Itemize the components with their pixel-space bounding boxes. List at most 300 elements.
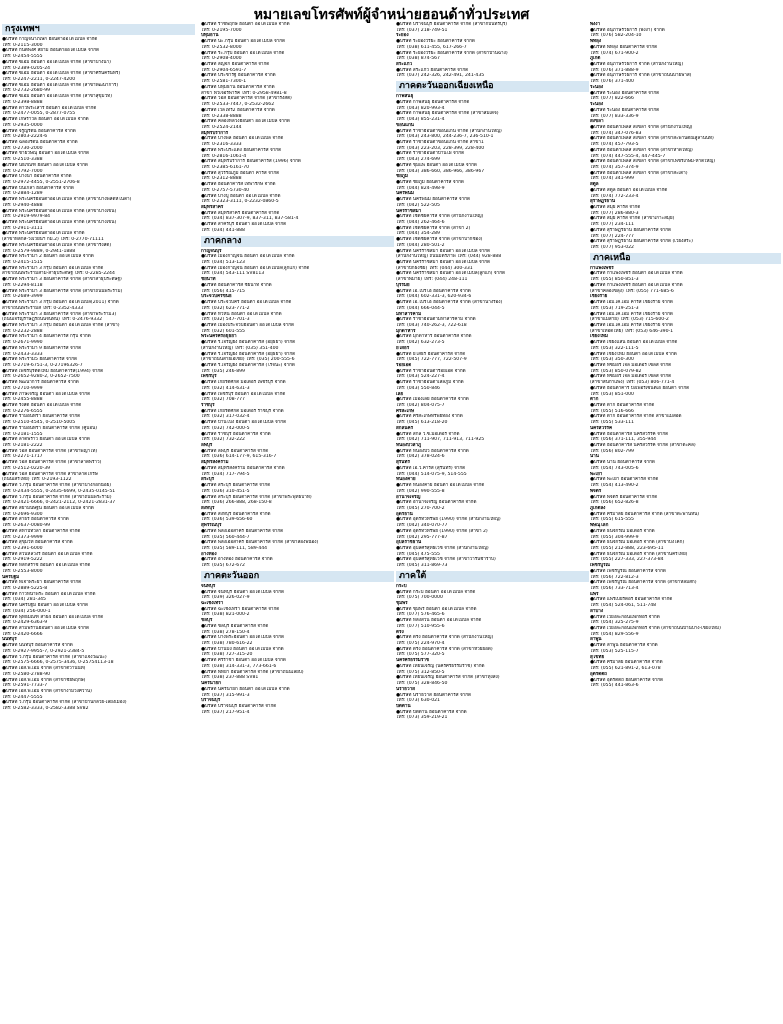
dealer-name: ●บริษัท กันต์พงศ์ สยาม ฮอนด้าออโตโมบิล จำกัด [2, 48, 99, 54]
dealer-phone: โทร: (037) 217-951-4 [201, 709, 250, 715]
province-label: สตูล [590, 182, 599, 188]
province-label: พะเยา [590, 471, 603, 477]
dealer-name: ●บริษัท อนุภาษร์วิธการ (พังงา) จำกัด [590, 27, 665, 33]
dealer-phone: โทร: 0-2477-0055, 0-2877-0755 [2, 111, 76, 117]
province-label: นราธิวาส [396, 686, 415, 692]
dealer-phone: โทร: (044) 824-498-9 [396, 185, 445, 191]
dealer-phone: โทร: (043) 550-846 [396, 385, 440, 391]
dealer-phone: โทร: 0-2115-3000 [2, 42, 43, 48]
dealer-phone: โทร: (077) 833-336-9 [590, 113, 639, 119]
dealer-phone: โทร: (042) 990-555-8 [396, 488, 445, 494]
dealer-name: ●บริษัท เอส.พี.เอ็ม จำกัด (สาขาติวานนท์) [2, 666, 86, 672]
dealer-phone: โทร: 0-2533-7447, 0-2532-2662 [201, 102, 275, 108]
dealer-name: ●บริษัท หนองคาย ฮอนด้า ออโตโมบิล จำกัด [396, 483, 485, 489]
province-label: นครศรีธรรมราช [396, 658, 429, 664]
dealer-name: ●บริษัท อุดรทวีทรัพย์ (1990) จำกัด (สาขา 2) [396, 528, 488, 534]
dealer-name: ●บริษัท ซีเอ็ม ฮอนด้า ออโตโมบิล จำกัด (สาขาพัฒนาการ) [2, 82, 119, 88]
dealer-name: ●บริษัท นครพนม ฮอนด้าคาร์ส์ จำกัด [396, 197, 470, 203]
dealer-name: ●บริษัท เมืองประจวบฮอนด้า ออโตโมบิล จำกัด [201, 322, 294, 328]
dealer-phone: โทร: (074) 772-233-4 [590, 193, 639, 199]
province-label: สิงห์บุรี [201, 505, 215, 511]
dealer-phone: โทร: (043) 274-699 [396, 157, 440, 163]
dealer-phone: โทร: 0-2884-1289 [2, 191, 43, 197]
province-label: ภูเก็ต [590, 56, 601, 62]
dealer-phone: โทร: 0-2940-4888 [2, 202, 43, 208]
dealer-name: ●บริษัท เอ.วี.คาร์ส์ (สุรินทร์) จำกัด [396, 465, 466, 471]
dealer-name: ●บริษัท สาธร ฮอนด้าคาร์ส์ จำกัด [2, 517, 69, 523]
province-label: พังงา [590, 22, 601, 27]
dealer-name: ●บริษัท นนทบุรี ฮอนด้าคาร์ส์ จำกัด [2, 643, 73, 649]
dealer-phone: โทร: (056) 722-812-3 [590, 574, 639, 580]
dealer-phone: โทร: (053) 525-115-7 [590, 648, 639, 654]
province-label: ร้อยเอ็ด [396, 362, 412, 368]
region-header: ภาคตะวันออกเฉียงเหนือ [396, 81, 589, 92]
dealer-name: ●บริษัท สุราษฎร์ธานี ฮอนด้าคาร์ส์ จำกัด (เวียงสระ) [590, 239, 693, 245]
dealer-phone: โทร: 0-2911-3111 [2, 225, 43, 231]
dealer-name: ●บริษัท คลองหลวงฮอนด้า ออโตโมบิล จำกัด [201, 119, 290, 125]
dealer-phone: โทร: 0-2247-2211, 0-2247-4200 [2, 77, 76, 83]
dealer-phone: โทร: (042) 340-070-77 [396, 523, 448, 529]
dealer-name: ●บริษัท เพชรบุรีตัดใหม่ ฮอนด้าคาร์ส์(1994) จำกัด [2, 368, 104, 374]
dealer-name: ●บริษัท นครปฐม ฮอนด้า ออโตโมบิล จำกัด [2, 603, 88, 609]
dealer-name: ●บริษัท ฮอนด้าคาร์ ปิงเพอร์เซ่นติเอ ฮอนด้า จำกัด [590, 385, 690, 391]
dealer-phone: โทร: (074) 447-555-4, 447-445-7 [590, 153, 666, 159]
dealer-phone: โทร: (077) 224-777 [590, 233, 634, 239]
dealer-phone: โทร: 0-2429-6363-9 [2, 620, 48, 626]
province-label: แพร่ [590, 591, 599, 597]
dealer-phone: โทร: 0-2373-9999 [2, 534, 43, 540]
province-label: กระบี่ [396, 583, 407, 589]
dealer-name: ●บริษัท พะเยา ฮอนด้าคาร์ส์ จำกัด [590, 477, 659, 483]
dealer-phone: โทร: (056) 733-713-4 [590, 586, 639, 591]
dealer-phone: โทร: 0-2447-5555 [2, 694, 43, 700]
dealer-name: ●บริษัท พระนครฮอนด้าออโตโมบิล จำกัด (สาขาบางเขน) [2, 208, 117, 214]
province-label: ปทุมธานี [201, 33, 219, 39]
dealer-name: ●บริษัท สมุย คาร์ส จำกัด (สาขาเกาะสมุย) [590, 216, 675, 222]
dealer-phone: โทร: (035) 560-444-7 [201, 534, 250, 540]
dealer-name: ●บริษัท ราชาฮอนด้ามหาสารคาม จำกัด [396, 317, 476, 323]
dealer-phone: โทร: 0-2792-7000 [2, 168, 43, 174]
dealer-phone: โทร: 0-2803-2224-6 [2, 134, 48, 140]
dealer-phone: โทร: 0-2689-3999 [2, 294, 43, 300]
province-label: ประจวบคีรีขันธ์ [201, 294, 232, 300]
dealer-phone: โทร: 0-2532-8000 [201, 44, 242, 50]
dealer-phone: โทร: (038) 780-616-22 [201, 641, 253, 647]
province-label: หนองบัวลำภู [396, 443, 422, 449]
dealer-phone: โทร: 0-2581-7300-1 [201, 79, 247, 85]
dealer-name: ●บริษัท มุกดาหาร ฮอนด้าคาร์ส์ จำกัด [396, 334, 472, 340]
dealer-phone: สาขาถนนพระรามสี่ โทร: 0-2352-4333 [2, 305, 84, 311]
dealer-name: ●บริษัท เชิดชัยคาร์ส์ จำกัด (สำนักงานใหญ่) [396, 214, 484, 220]
dealer-name: ●บริษัท บางนา ฮอนด้าคาร์ส์ จำกัด [2, 174, 72, 180]
dealer-phone: สาขา ฟิวเจอร์พาร์ค โทร: 0-2958-4981-8 [201, 90, 287, 96]
dealer-name: ●บริษัท พระรามา 3 กรุ๊ป ฮอนด้า ออโตโมบิล(2011) จำกัด [2, 300, 119, 306]
province-label: มุกดาหาร [396, 328, 416, 334]
region-header: กรุงเทพฯ [2, 24, 195, 35]
dealer-name: ●บริษัท เชียงใหม่ ฮอนด้า ออโตโมบิล จำกัด [590, 351, 677, 357]
dealer-name: ●บริษัท พระรามา 3 กรุ๊ป ฮอนด้า ออโตโมบิล จำกัด (สาขา) [2, 322, 120, 328]
province-label: พิจิตร [590, 488, 602, 494]
dealer-phone: โทร: (032) 414-631-3 [201, 385, 250, 391]
dealer-name: ●บริษัท เชิดชัยคาร์ส์ จำกัด (สาขาปากช่อง) [396, 237, 483, 243]
dealer-phone: โทร: (045) 475-555 [396, 551, 440, 557]
dealer-phone: โทร: (042) 804-075-7 [396, 403, 445, 408]
dealer-name: ●บริษัท ฮอนด้าเพลส สงขลา จำกัด (สาขาสะเดา) [590, 170, 688, 176]
dealer-phone: โทร: 0-2276-6555 [2, 408, 43, 414]
dealer-phone: โทร: (056) 371-111, 355-944 [590, 437, 657, 443]
dealer-name: ●บริษัท ซีเอ็ม ฮอนด้า ออโตโมบิล จำกัด (สาขาบางนา) [2, 59, 111, 65]
dealer-phone: โทร: (036) 614-177-9, 615-316-7 [201, 454, 277, 460]
dealer-phone: โทร: (034) 837-307-9, 837-311, 837-581-4 [201, 216, 299, 222]
dealer-name: ●บริษัท เชียงแสน ฮอนด้า ออโตโมบิล จำกัด [590, 340, 678, 346]
dealer-phone: โทร: 0-2816-1061-4 [201, 153, 247, 159]
dealer-name: ●บริษัท ชุมพร ฮอนด้า ออโตโมบิล จำกัด [396, 606, 477, 612]
dealer-phone: โทร: (034) 513-123 [201, 260, 245, 266]
province-label: ฉะเชิงเทรา [201, 601, 224, 606]
dealer-name: ●บริษัท ลัญจกี ฮอนด้าคาร์ส์ จำกัด [201, 62, 270, 68]
province-label: บุรีรัมย์ [396, 282, 410, 288]
dealer-name: ●บริษัท เวียงละกอนแฟกทอรี่ จำกัด (สาขาถนนบ้านปาง-เชียงใหม่) [590, 626, 721, 632]
dealer-name: ●บริษัท อุดรทวีทรัพย์ (1990) จำกัด (สำนักงานใหญ่) [396, 517, 501, 523]
province-label: กาฬสินธุ์ [396, 94, 414, 100]
dealer-phone: โทร: (055) 304-999-9 [590, 534, 639, 540]
dealer-name: ●บริษัท เทียนเจริญ (นครศรีธรรมราช) จำกัด [396, 663, 485, 669]
dealer-name: ●บริษัท เมืองกาญจน์ ฮอนด้า ออโตโมบิล จำกัด [201, 254, 295, 260]
province-label: ระนอง [590, 84, 604, 90]
region-header: ภาคกลาง [201, 236, 394, 247]
dealer-phone: โทร: (075) 700-0000 [396, 595, 443, 601]
dealer-phone: โทร: (044) 280-501-2 [396, 242, 445, 248]
province-label: ปัตตานี [396, 703, 411, 709]
dealer-phone: โทร: (074) 457-793-5 [590, 142, 639, 148]
dealer-phone: โทร: (055) 227-333, 227-373-84 [590, 557, 664, 563]
dealer-name: ●บริษัท เชิดชัยคาร์ส์ จำกัด (สาขา 2) [396, 225, 471, 231]
dealer-phone: โทร: (074) 341-999 [590, 176, 634, 182]
province-label: สมุทรสงคราม [201, 460, 229, 466]
province-label: พัทลุง [590, 39, 602, 45]
dealer-name: ●บริษัท อุบลศรีสุทธิเวช จำกัด (สำนักงานใหญ่) [396, 545, 489, 551]
dealer-name: ●บริษัท ทีซีมอร์ เจล มอเตอร์ เซลส์ จำกัด [590, 374, 672, 380]
province-label: สุราษฎร์ธานี [590, 199, 615, 205]
dealer-name: ●บริษัท เมืองเลย ฮอนด้าคาร์ส์ จำกัด [396, 397, 469, 403]
dealer-phone: โทร: (053) 350-300 [590, 357, 634, 363]
dealer-phone: สาขาถนนพระรามสาม-สาธุประดิษฐ์ โทร: 0-2285-2244 [2, 271, 115, 277]
province-label: อ่างทอง [201, 551, 217, 557]
dealer-phone: โทร: (034) 256-000-1 [2, 608, 51, 614]
dealer-name: ●บริษัท ร.เจริญยิ่ง ฮอนด้าคาร์ส์ (อยุธยา) จำกัด [201, 340, 296, 346]
dealer-phone: โทร: (043) 243-800, 244-236-7, 236-510-1 [396, 134, 494, 140]
dealer-phone: โทร: 0-2757-5730-40 [201, 187, 250, 193]
dealer-name: ●บริษัท ราชาฮอนด้าขอนแก่น จำกัด สาขา1 [396, 139, 484, 145]
dealer-phone: โทร: (077) 286-880-3 [590, 210, 639, 216]
dealer-name: ●บริษัท แพร่เบียร์ดอร์ ฮอนด้าคาร์ส์ จำกัด [590, 597, 673, 603]
dealer-phone: โทร: (043) 740-262-3, 722-618 [396, 322, 467, 328]
dealer-name: ●บริษัท สวนหลวงร์ ฮอนด้า ออโตโมบิล จำกัด [2, 551, 93, 557]
dealer-name: ●บริษัท ดาวพระเสาร์ ฮอนด้า ออโตโมบิล จำกัด [2, 105, 97, 111]
dealer-name: ●บริษัท กระบี่ ฮอนด้า ออโตโมบิล จำกัด [396, 589, 476, 595]
dealer-name: ●บริษัท ธนจักรณ์ มอเตอร์ จำกัด [590, 528, 655, 534]
dealer-name: ●บริษัท เพชรบูรณ์ ฮอนด้าคาร์ส์ จำกัด (สาขาหล่มสัก) [590, 580, 697, 586]
dealer-name: ●บริษัท บางพระฮอนด้า ออโตโมบิล จำกัด [201, 635, 285, 641]
dealer-name: ●บริษัท เกียรติศักดิ์ มอเตอร์ ราชบุรี จำกัด [201, 408, 284, 414]
province-label: อำนาจเจริญ [396, 494, 421, 500]
dealer-phone: โทร: (032) 742-000-5 [201, 425, 250, 431]
dealer-phone: โทร: 0-2181-1555 [2, 431, 43, 437]
dealer-name: ●บริษัท เอ็ม.เค.เอ็ม คาร์ส์ เชียงราย จำกัด [590, 300, 673, 306]
dealer-name: ●บริษัท กาฬสินธุ์ ฮอนด้าคาร์ส์ จำกัด [396, 99, 470, 105]
province-label: เชียงใหม่ [590, 334, 608, 340]
province-label: ภูเก็ตลิง [590, 505, 606, 511]
dealer-name: ●บริษัท หัวหิน ฮอนด้า ออโตโมบิล จำกัด [201, 311, 282, 317]
region-header: ภาคตะวันออก [201, 571, 394, 582]
dealer-phone: โทร: (034) 441-888 [201, 227, 245, 233]
province-label: นครพนม [396, 191, 414, 197]
province-label: หนองคาย [396, 477, 416, 483]
province-label: ลำพูน [590, 637, 602, 643]
dealer-phone: โทร: 0-2524-2144 [201, 124, 242, 130]
dealer-name: ●บริษัท สมุย คาร์ส จำกัด [590, 205, 641, 210]
dealer-name: ●บริษัท พระนครฮอนด้าออโตโมบิล จำกัด [2, 231, 85, 237]
dealer-phone: โทร: (076) 582-204-10 [590, 33, 642, 39]
dealer-name: ●บริษัท นราธิวาส ฮอนด้าคาร์ส์ จำกัด [396, 692, 472, 698]
dealer-name: ●บริษัท สระบุรี ฮอนด้าคาร์ส์ จำกัด [201, 483, 271, 489]
dealer-phone: โทร: 0-2415-1515 [2, 260, 43, 266]
province-label: ขอนแก่น [396, 122, 414, 128]
dealer-phone: โทร: (034) 281-345 [2, 597, 46, 603]
dealer-name: ●บริษัท เวียงละกอนแฟกทอรี่ จำกัด [590, 614, 660, 620]
dealer-name: ●บริษัท ฮอนด้าเพลส สงขลา จำกัด (สาขาหาดใหญ่) [590, 147, 693, 153]
dealer-phone: โทร: (053) 851-000 [590, 391, 634, 397]
dealer-name: ●บริษัท พระประแดง ฮอนด้าคาร์ส์ จำกัด [201, 147, 282, 153]
dealer-phone: โทร: (032) 547-701-3 [201, 317, 250, 323]
province-label: นครปฐม [2, 574, 20, 580]
dealer-name: ●บริษัท วอส ฮอนด้าคาร์ส์ จำกัด สาขาลาดไกรษ [2, 471, 98, 477]
dealer-phone: โทร: (055) 212-888, 223-695-11 [590, 545, 664, 551]
dealer-name: ●บริษัท เอ็ม.เค.เอ็ม คาร์ส์ เชียงราย จำกัด [590, 322, 673, 328]
province-label: นครนายก [201, 681, 221, 687]
dealer-phone: โทร: (036) 539-656-60 [201, 517, 253, 523]
dealer-name: ●บริษัท พุทธมณฑ์ สาย4 ฮอนด้า ออโตโมบิล จำกัด [2, 614, 104, 620]
dealer-phone: โทร: (042) 632-273-5 [396, 340, 445, 346]
dealer-name: ●บริษัท สมุทรปราการ ฮอนด้าคาร์ส์ (1996) จำกัด [201, 159, 301, 165]
dealer-name: ●บริษัท ร.เจริญยิ่ง ฮอนด้าคาร์ส์ (โรจนะ) จำกัด [201, 362, 295, 368]
dealer-phone: โทร: (035) 589-111, 589-444 [201, 545, 268, 551]
dealer-phone: โทร: 0-2181-2222 [2, 443, 43, 449]
dealer-name: ●บริษัท เอ.ไบรโอ้ ฮอนด้าคาร์ส์ จำกัด [396, 288, 471, 294]
directory-column-4 [590, 22, 781, 1022]
dealer-phone: โทร: (044) 514-075-9, 514-555 [396, 471, 467, 477]
dealer-phone: โทร: (074) 357-374-9 [590, 164, 639, 170]
province-label: ระยอง [396, 33, 409, 39]
dealer-name: ●บริษัท วอส ฮอนด้าคาร์ส์ จำกัด (สาขาพญาไท) [2, 448, 98, 454]
dealer-name: ●บริษัท อ่างทอง ฮอนด้าคาร์ส์ จำกัด [201, 557, 273, 563]
dealer-name: ●บริษัท ระ.กรุ๊ป ฮอนด้า ออโตโมบิล จำกัด [201, 50, 285, 56]
dealer-name: ●บริษัท นครราชสีมา ฮอนด้า ออโตโมบิล จำกัด [396, 260, 491, 266]
dealer-phone: โทร: (077) 576-465-6 [396, 612, 445, 618]
province-label: ชลบุรี [201, 618, 213, 624]
dealer-name: ●บริษัท พระรามา 3 กรุ๊ป ฮอนด้า ออโตโมบิล จำกัด [2, 265, 104, 271]
dealer-name: ●บริษัท ภาษีเจริญ ฮอนด้า ออโตโมบิล จำกัด [2, 391, 91, 397]
dealer-phone: โทร: 0-2398-8888 [2, 99, 43, 105]
dealer-name: ●บริษัท พระราม5 ฮอนด้าคาร์ส์ จำกัด [2, 357, 78, 363]
dealer-phone: โทร: (077) 510-955-6 [396, 623, 445, 629]
province-label: พระนครศรีอยุธยา [201, 334, 237, 340]
dealer-name: ●บริษัท บ้านบึง ฮอนด้า ออโตโมบิล จำกัด [201, 646, 284, 652]
dealer-phone: โทร: 0-2919-9979-84 [2, 214, 51, 220]
dealer-phone: โทร: (053) 322-111-5 [590, 345, 639, 351]
dealer-phone: โทร: (039) 326-027-9 [201, 595, 250, 601]
province-label: กำแพงเพชร [590, 265, 614, 271]
dealer-phone: โทร: (076) 371-888-9 [590, 67, 639, 73]
dealer-phone: โทร: (032) 732-222 [201, 437, 245, 443]
dealer-phone: โทร: 0-2696-9300 [2, 511, 43, 517]
dealer-name: ●บริษัท ลาดพร้าว ฮอนด้า ออโตโมบิล จำกัด [2, 437, 90, 443]
dealer-phone: โทร: (035) 672-672 [201, 563, 245, 569]
dealer-phone: โทร: (076) 371-400 [590, 79, 634, 85]
dealer-name: ●บริษัท สุราษฎร์ธานี ฮอนด้าคาร์ส์ จำกัด [590, 227, 672, 233]
dealer-name: ●บริษัท สมุทรสาคร ฮอนด้าคาร์ส์ จำกัด [201, 210, 280, 216]
region-header: ภาคเหนือ [590, 253, 781, 264]
dealer-phone: โทร: 0-2312-8888 [201, 176, 242, 182]
dealer-name: ●บริษัท กาญจนาภิเษก ฮอนด้าออโตโมบิล จำกัด [2, 37, 98, 42]
dealer-phone: โทร: 0-2323-3111, 0-2232-0860-5 [201, 199, 279, 205]
page-title: หมายเลขโทรศัพท์ผู้จำหน่ายฮอนด้าทั่วประเทศ [253, 7, 530, 23]
dealer-name: ●บริษัท สิงห์บุรี ฮอนด้าคาร์ส์ จำกัด [201, 511, 271, 517]
dealer-phone: โทร: 0-2730-2000 [2, 145, 43, 151]
dealer-phone: โทร: (036) 266-888, 268-150-8 [201, 500, 272, 506]
dealer-phone: โทร: (043) 223-203, 228-399, 228-400 [396, 145, 485, 151]
province-label: เชียงราย [590, 294, 608, 300]
dealer-name: ●บริษัท ประชารัฐ ฮอนด้าคาร์ส์ จำกัด [201, 73, 276, 79]
dealer-name: ●บริษัท พระนครฮอนด้าออโตโมบิล จำกัด (สาขารังสิต) [2, 242, 112, 248]
dealer-phone: โทร: 0-2294-8118 [2, 282, 43, 288]
dealer-name: ●บริษัท ระนอง ฮอนด้าคาร์ส์ จำกัด [590, 90, 660, 96]
dealer-phone: โทร: (056) 802-799 [590, 448, 634, 454]
dealer-name: ●บริษัท บ้านโป่ง ฮอนด้า ออโตโมบิล จำกัด [201, 420, 287, 426]
dealer-phone: โทร: 0-2389-0205-24 [2, 65, 51, 71]
dealer-name: ●บริษัท ฉะเชิงเทรา ฮอนด้าคาร์ส์ จำกัด [201, 606, 280, 612]
dealer-phone: (สาขาแม่สาย) โทร: (053) 715-600-2 [590, 317, 669, 323]
dealer-phone: โทร: (075) 224-970-4 [396, 641, 445, 647]
dealer-name: ●บริษัท ฮอนด้าเพลส สงขลา จำกัด (สำนักงานใหญ่) [590, 124, 693, 130]
dealer-name: ●บริษัท ชัยภูมิ ฮอนด้าคาร์ส์ จำกัด [396, 179, 464, 185]
dealer-name: ●บริษัท วอส ฮอนด้าคาร์ส์ จำกัด (สาขารังสิต) [201, 96, 292, 102]
dealer-phone: (สาขาหลักสี่-วงเวียนฯ กม.2) โทร: 0-2770-71111 [2, 237, 104, 243]
dealer-phone: (สำนักงานใหญ่) โทร: (035) 351-400 [201, 345, 279, 351]
dealer-phone: โทร: (035) 246-899 [201, 368, 245, 374]
dealer-name: ●บริษัท ราชพฤกษ์ ฮอนด้า ออโตโมบิล จำกัด [201, 22, 290, 27]
dealer-phone: โทร: 0-2927-9955-7, 0-2921-2384-5 [2, 648, 85, 654]
dealer-phone: โทร: (042) 522-505 [396, 202, 440, 208]
dealer-name: ●บริษัท ประจวบคีรี ฮอนด้า ออโตโมบิล จำกัด [201, 300, 292, 306]
dealer-phone: โทร: 0-2652-9280-2, 0-2652-7500 [2, 374, 80, 380]
province-label: สกลนคร [396, 425, 414, 431]
dealer-phone: โทร: (075) 328-846-50 [396, 681, 448, 687]
dealer-phone: (สาขาปักธงชัย) โทร: (044) 300-331 [396, 265, 473, 271]
province-label: อุบลราชธานี [396, 540, 422, 546]
dealer-phone: โทร: (032) 317-032-4 [201, 414, 250, 420]
dealer-name: ●บริษัท นะ.กรุ๊ป ฮอนด้า ออโตโมบิล จำกัด [201, 39, 286, 45]
dealer-name: ●บริษัท วี.กรุ๊ป ฮอนด้าคาร์ส์ จำกัด (สาขาแจ้งวัฒนะ) [2, 654, 107, 660]
dealer-name: ●บริษัท หนองบัว ฮอนด้าคาร์ส์ จำกัด [396, 448, 469, 454]
dealer-name: ●บริษัท ฮอนด้าคาร์ส์ ชัยนาท จำกัด [201, 282, 272, 288]
dealer-name: ●บริษัท ฉลองรัตน์ ฮอนด้าคาร์ส์ จำกัด [2, 139, 78, 145]
dealer-phone: โทร: (077) 953-022 [590, 245, 634, 251]
dealer-phone: โทร: (038) 314-331-3, 773-661-6 [201, 663, 277, 669]
dealer-name: ●บริษัท ลพบุรี ฮอนด้าคาร์ส์ จำกัด [201, 448, 269, 454]
dealer-phone: โทร: (075) 312-850-5 [396, 669, 445, 675]
dealer-name: ●บริษัท กำแพงเพชร ฮอนด้า ออโตโมบิล จำกัด [590, 282, 683, 288]
dealer-name: ●บริษัท วอส ฮอนด้าคาร์ส์ จำกัด (สาขาลาดพร้าว) [2, 460, 102, 466]
dealer-phone: โทร: (054) 413-490-2 [590, 483, 639, 489]
dealer-name: ●บริษัท ศรีมาลัย ฮอนด้าคาร์ส์ จำกัด (สาขาตะพานหิน) [590, 511, 700, 517]
province-label: ราชบุรี [201, 403, 215, 408]
dealer-phone: โทร: (054) 743-005-6 [590, 465, 639, 471]
directory-column-3 [396, 22, 589, 1022]
province-label: ศรีสะเกษ [396, 408, 415, 414]
dealer-name: ●บริษัท อุตรดิตถ์ ฮอนด้าคาร์ส์ จำกัด [590, 677, 664, 683]
province-label: ยโสธร [396, 345, 410, 351]
dealer-name: ●บริษัท บางพลี ฮอนด้า ออโตโมบิล จำกัด [201, 136, 284, 142]
dealer-phone: โทร: (038) 611-455, 617-266-7 [396, 44, 467, 50]
dealer-name: ●บริษัท ฮอนด้าคาร์ส์ เทพารักษ์ จำกัด [201, 182, 276, 188]
dealer-name: ●บริษัท ฮอนด้าคาร์ส์ นครสวรรค์ จำกัด [590, 431, 669, 437]
dealer-phone: โทร: (044) 354-289 [396, 231, 440, 237]
dealer-phone: โทร: (043) 524-227-4 [396, 374, 445, 380]
dealer-phone: โทร: 0-2637-0080-99 [2, 523, 51, 529]
dealer-phone: โทร: (038) 278-150-4 [201, 629, 250, 635]
province-label: พิษณุโลก [590, 523, 609, 529]
province-label: สุรินทร์ [396, 460, 410, 466]
province-label: สมุทรสาคร [201, 205, 224, 210]
dealer-name: ●บริษัท วี.กรุ๊ป ฮอนด้าคาร์ส์ จำกัด (สาขาบางกอกน้อย) [2, 483, 112, 489]
dealer-phone: โทร: 0-2935-0000 [2, 122, 43, 128]
dealer-phone: โทร: (043) 820-993-4 [396, 105, 445, 111]
dealer-phone: โทร: 0-2510-3388 [2, 157, 43, 163]
dealer-phone: โทร: (075) 577-320-5 [396, 652, 445, 658]
dealer-name: ●บริษัท พระนครฮอนด้าออโตโมบิล จำกัด (สาขาบางเขน) [2, 220, 117, 225]
dealer-phone: โทร: (073) 630-021 [396, 698, 440, 704]
dealer-phone: โทร: (055) 516-666 [590, 408, 634, 414]
dealer-phone: โทร: (038) 237-888 SV81 [201, 675, 259, 681]
dealer-phone: โทร: (037) 242-326, 242-491, 241-435 [396, 73, 485, 79]
dealer-name: ●บริษัท ตาก ฮอนด้าคาร์ส์ จำกัด [590, 403, 655, 408]
dealer-phone: โทร: 0-2195-7000 [201, 27, 242, 33]
dealer-phone: โทร: (055) 441-863-6 [590, 683, 639, 689]
dealer-phone: โทร: (055) 615-555 [590, 517, 634, 523]
province-label: ตรัง [396, 629, 404, 635]
dealer-phone: โทร: (053) 719-251-3 [590, 305, 639, 311]
dealer-phone: โทร: (044) 262-464-6 [396, 220, 445, 225]
dealer-name: ●บริษัท ยโสธร ฮอนด้าคาร์ส์ จำกัด [396, 351, 466, 357]
dealer-name: ●บริษัท อำนาจเจริญ ฮอนด้าคาร์ส์ จำกัด [396, 500, 477, 506]
dealer-name: ●บริษัท รามอินทรา ฮอนด้าคาร์ส์ จำกัด (คู้บอน) [2, 425, 98, 431]
dealer-name: ●บริษัท สตูล ฮอนด้า ออโตโมบิล จำกัด [590, 187, 668, 193]
dealer-phone: โทร: (054) 829-556-9 [590, 631, 639, 637]
province-label: มหาสารคาม [396, 311, 422, 317]
dealer-phone: โทร: (056) 652-826-8 [590, 500, 639, 506]
province-label: ระนอง [590, 102, 604, 108]
dealer-name: ●บริษัท พระรามา 9 ฮอนด้าคาร์ส์ จำกัด [2, 345, 82, 351]
dealer-name: ●บริษัท วี.กรุ๊ป ฮอนด้าคาร์ส์ จำกัด (สาขาถนนพระราม) [2, 494, 112, 500]
dealer-name: ●บริษัท สุวรรณภูมิ ฮอนด้า คาร์ส์ จำกัด [201, 170, 280, 176]
province-label: จันทบุรี [201, 583, 216, 589]
dealer-phone: โทร: (045) 722-777, 722-507-9 [396, 357, 467, 363]
dealer-phone: โทร: (042) 378-024-6 [396, 454, 445, 460]
dealer-name: ●บริษัท อุบลศรีสุทธิเวช จำกัด (สาขาวารินชำราบ) [396, 557, 496, 563]
dealer-phone: โทร: (074) 347-076-83 [590, 130, 642, 136]
dealer-phone: โทร: 0-2420-6666 [2, 631, 43, 637]
